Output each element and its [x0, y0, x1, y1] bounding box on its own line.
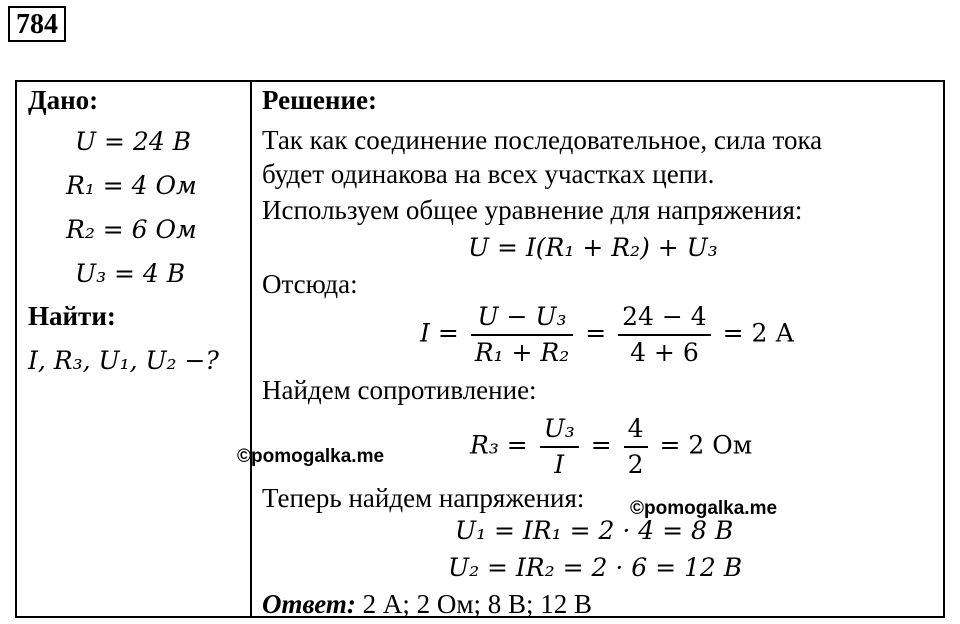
given-item-r2: R₂ = 6 Ом	[66, 215, 197, 244]
eq3-frac1-denominator: I	[554, 450, 565, 479]
answer-line	[262, 588, 592, 620]
find-text: I, R₃, U₁, U₂ −?	[28, 346, 219, 375]
eq3-fraction-2	[624, 412, 648, 482]
eq3-frac1-numerator: U₃	[540, 412, 579, 448]
column-divider	[250, 80, 252, 618]
equation-current	[420, 300, 794, 370]
eq2-fraction-1	[471, 300, 574, 370]
eq2-rhs: = 2 А	[722, 318, 795, 348]
otsyuda-label: Отсюда:	[262, 269, 358, 299]
eq2-equals: =	[585, 318, 607, 348]
find-title: Найти:	[28, 301, 116, 331]
eq3-equals: =	[590, 430, 612, 460]
eq2-frac1-denominator: R₁ + R₂	[474, 338, 570, 367]
solution-line-1: Так как соединение последовательное, сила тока	[262, 125, 823, 155]
eq3-frac2-numerator: 4	[624, 412, 648, 448]
given-item-u: U = 24 В	[75, 127, 192, 156]
equation-resistance	[470, 412, 752, 482]
problem-number: 784	[8, 6, 66, 42]
solution-line-5: Теперь найдем напряжения:	[262, 483, 585, 513]
equation-u2: U₂ = IR₂ = 2 · 6 = 12 В	[448, 553, 743, 582]
solution-line-3: Используем общее уравнение для напряжения:	[262, 195, 803, 225]
eq2-lhs: I =	[420, 318, 459, 348]
eq3-fraction-1	[540, 412, 579, 482]
eq3-rhs: = 2 Ом	[659, 430, 753, 460]
eq3-lhs: R₃ =	[470, 430, 528, 460]
eq2-frac2-denominator: 4 + 6	[630, 338, 699, 367]
eq2-frac2-numerator: 24 − 4	[618, 300, 711, 336]
solution-line-2: будет одинакова на всех участках цепи.	[262, 159, 715, 189]
watermark-2: ©pomogalka.me	[630, 498, 778, 519]
eq2-frac1-numerator: U − U₃	[471, 300, 574, 336]
equation-voltage-sum: U = I(R₁ + R₂) + U₃	[468, 233, 718, 262]
equation-u1: U₁ = IR₁ = 2 · 4 = 8 В	[455, 516, 734, 545]
eq2-fraction-2	[618, 300, 711, 370]
given-title: Дано:	[28, 85, 99, 115]
solution-line-4: Найдем сопротивление:	[262, 375, 537, 405]
watermark-1: ©pomogalka.me	[237, 446, 385, 467]
solution-title: Решение:	[262, 85, 377, 115]
eq3-frac2-denominator: 2	[627, 450, 644, 479]
given-item-u3: U₃ = 4 В	[75, 259, 186, 288]
answer-label: Ответ:	[262, 589, 356, 619]
answer-text: 2 А; 2 Ом; 8 В; 12 В	[355, 589, 592, 619]
given-item-r1: R₁ = 4 Ом	[66, 171, 197, 200]
